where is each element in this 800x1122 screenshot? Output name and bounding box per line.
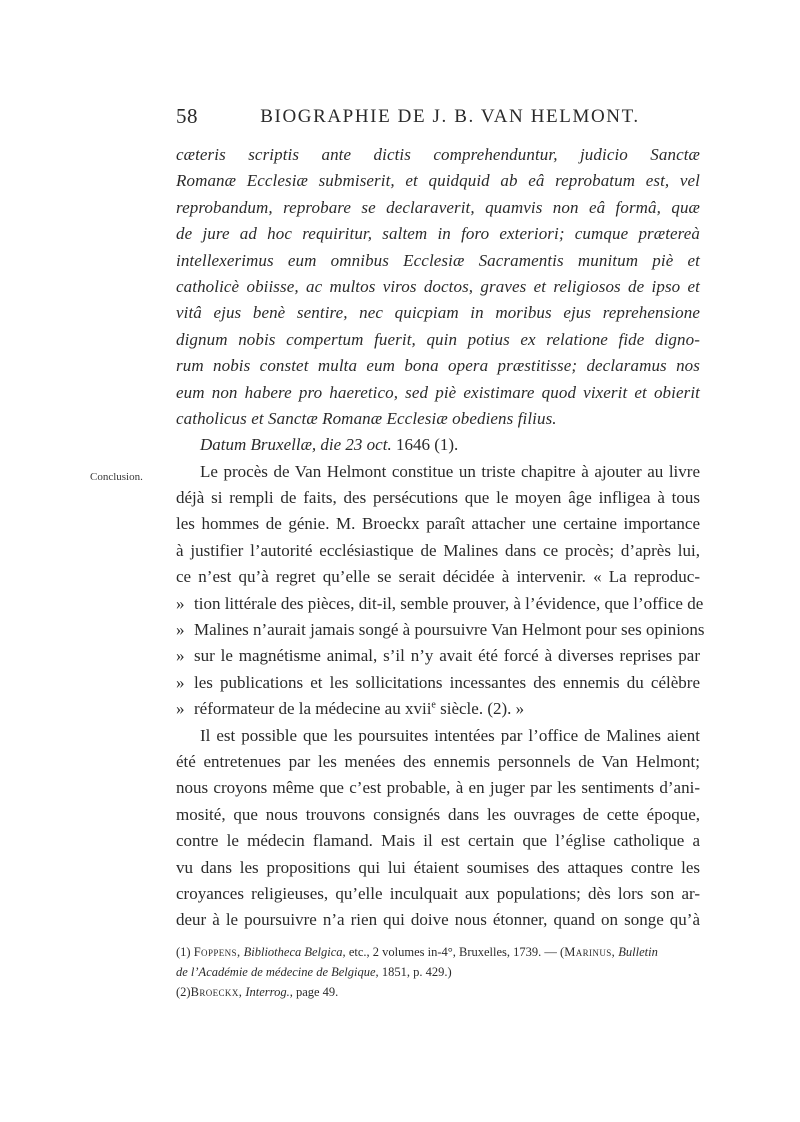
latin-line: de jure ad hoc requiritur, saltem in foro exteriori; cumque prætereà xyxy=(176,224,700,244)
text-line: mosité, que nous trouvons consignés dans les ouvrages de cette époque, xyxy=(176,804,700,824)
footnote-rest: etc., 2 volumes in-4°, Bruxelles, 1739. — ( xyxy=(348,945,565,959)
footnote-1 xyxy=(176,942,700,962)
latin-line: catholicus et Sanctæ Romanæ Ecclesiæ obediens filius. xyxy=(176,408,557,428)
latin-line: vitâ ejus benè sentire, nec quicpiam in moribus ejus reprehensione xyxy=(176,303,700,323)
datum-year: 1646 xyxy=(395,435,430,455)
quote-mark: » xyxy=(176,620,185,640)
quoted-line xyxy=(176,643,700,669)
century-superscript: e xyxy=(431,699,436,711)
footnote-rest: 1851, p. 429.) xyxy=(381,965,452,979)
footnote-number: (1) xyxy=(176,945,191,959)
text-line: les hommes de génie. M. Broeckx paraît attacher une certaine importance xyxy=(176,514,700,534)
latin-line: cæteris scriptis ante dictis comprehenduntur, judicio Sanctæ xyxy=(176,145,700,164)
quoted-text: réformateur de la médecine au xvii xyxy=(194,699,432,719)
latin-line: Romanæ Ecclesiæ submiserit, et quidquid ab eâ reprobatum est, vel xyxy=(176,171,700,191)
margin-note: Conclusion. xyxy=(90,471,143,483)
quoted-text: Malines n’aurait jamais songé à poursuivre Van Helmont pour ses opinions xyxy=(194,620,705,640)
page-number: 58 xyxy=(176,104,198,128)
text-line: Il est possible que les poursuites intentées par l’office de Malines aient xyxy=(200,725,700,745)
text-line: vu dans les propositions qui lui étaient soumises des attaques contre les xyxy=(176,857,700,877)
text-line: déjà si rempli de faits, des persécutions que le moyen âge infligea à tous xyxy=(176,488,700,508)
quoted-line xyxy=(176,670,700,696)
body-text xyxy=(176,142,705,934)
footnote-author: Foppens, xyxy=(193,945,241,959)
latin-line: eum non habere pro haeretico, sed piè existimare quod vixerit et obierit xyxy=(176,382,700,402)
text-line: croyances religieuses, qu’elle inculquait aux populations; dès lors son ar- xyxy=(176,883,700,903)
footnote-title: Bibliotheca Belgica, xyxy=(243,945,346,959)
footnote-author: Marinus, xyxy=(564,945,616,959)
quoted-line xyxy=(176,617,705,643)
quote-mark: » xyxy=(176,646,185,666)
footnote-1-continued xyxy=(176,962,700,982)
text-line: contre le médecin flamand. Mais il est certain que l’église catholique a xyxy=(176,831,700,851)
page-header xyxy=(176,104,700,132)
quoted-line xyxy=(176,696,700,722)
footnote-2 xyxy=(176,982,700,1002)
text-line: deur à le poursuivre n’a rien qui doive nous étonner, quand on songe qu’à xyxy=(176,910,700,930)
footnote-author: Broeckx, xyxy=(190,985,243,999)
footnote-title: Interrog., xyxy=(245,985,293,999)
datum-ref: (1). xyxy=(434,435,459,455)
datum-text: Datum Bruxellæ, die 23 oct. xyxy=(200,435,392,455)
text-line: nous croyons même que c’est probable, à en juger par les sentiments d’ani- xyxy=(176,778,700,798)
text-line: Le procès de Van Helmont constitue un triste chapitre à ajouter au livre xyxy=(200,461,700,481)
footnotes xyxy=(176,942,700,1002)
latin-line: dignum nobis compertum fuerit, quin potius ex relatione fide digno- xyxy=(176,329,700,349)
quoted-text-end: siècle. (2). » xyxy=(435,699,525,719)
footnote-title: Bulletin xyxy=(618,945,658,959)
footnote-title: de l’Académie de médecine de Belgique, xyxy=(176,965,379,979)
quoted-text: tion littérale des pièces, dit-il, semble prouver, à l’évidence, que l’office de xyxy=(194,593,704,613)
text-line: ce n’est qu’à regret qu’elle se serait décidée à intervenir. « La reproduc- xyxy=(176,567,700,587)
quoted-line xyxy=(176,591,704,617)
footnote-number: (2) xyxy=(176,985,191,999)
quote-mark: » xyxy=(176,672,185,692)
quote-mark: » xyxy=(176,699,185,719)
running-title: BIOGRAPHIE DE J. B. VAN HELMONT. xyxy=(260,106,640,127)
quoted-text: les publications et les sollicitations incessantes des ennemis du célèbre xyxy=(194,672,700,692)
latin-line: reprobandum, reprobare se declaraverit, quamvis non eâ formâ, quæ xyxy=(176,197,700,217)
latin-line: rum nobis constet multa eum bona opera præstitisse; declaramus nos xyxy=(176,356,700,376)
quote-mark: » xyxy=(176,593,185,613)
text-line: été entretenues par les menées des ennemis personnels de Van Helmont; xyxy=(176,751,700,771)
quoted-text: sur le magnétisme animal, s’il n’y avait été forcé à diverses reprises par xyxy=(194,646,700,666)
datum-line xyxy=(176,432,700,458)
text-line: à justifier l’autorité ecclésiastique de Malines dans ce procès; d’après lui, xyxy=(176,540,700,560)
latin-line: catholicè obiisse, ac multos viros doctos, graves et religiosos de ipso et xyxy=(176,276,700,296)
footnote-rest: page 49. xyxy=(295,985,339,999)
latin-line: intellexerimus eum omnibus Ecclesiæ Sacramentis munitum piè et xyxy=(176,250,700,270)
